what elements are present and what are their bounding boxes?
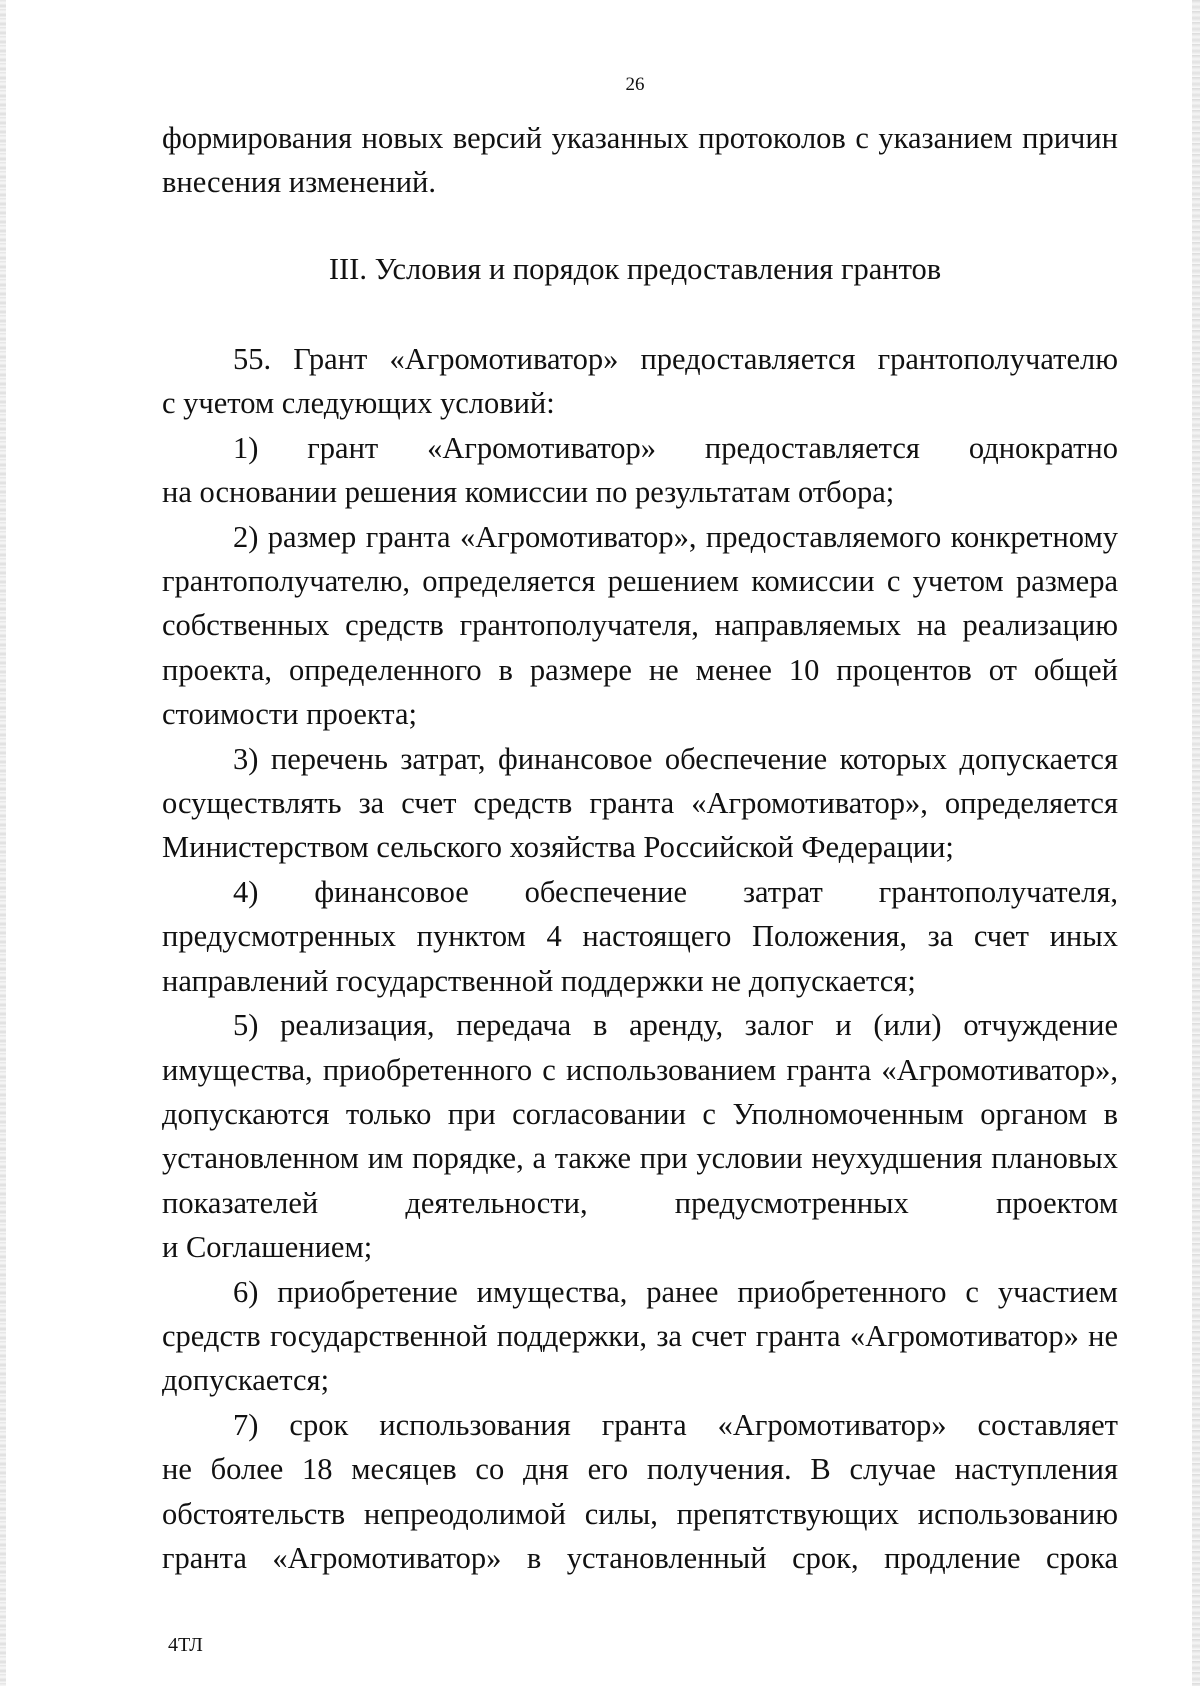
intro-paragraph: формирования новых версий указанных протоколов с указанием причин внесения изменений.: [162, 121, 1118, 200]
condition-item-6: 6) приобретение имущества, ранее приобретенного с участием средств государственной поддержки, за счет гранта «Агромотиватор» не допускается;: [162, 1274, 1118, 1398]
section-body: [162, 337, 1118, 1580]
condition-item-5: [162, 1003, 1118, 1269]
section-heading: III. Условия и порядок предоставления грантов: [328, 252, 942, 286]
footer-code: 4ТЛ: [168, 1634, 203, 1656]
condition-item-2: 2) размер гранта «Агромотиватор», предоставляемого конкретному грантополучателю, определяется решением комиссии с учетом размера собственных средств грантополучателя, направляемых на реализацию проекта, определенного в размере не менее 10 процентов от общей стоимости проекта;: [162, 519, 1118, 732]
condition-item-3: 3) перечень затрат, финансовое обеспечение которых допускается осуществлять за счет средств гранта «Агромотиватор», определяется Министерством сельского хозяйства Российской Федерации;: [162, 741, 1118, 865]
condition-item-1: [162, 426, 1118, 515]
condition-item-4-rest: предусмотренных пунктом 4 настоящего Положения, за счет иных направлений государственной поддержки не допускается;: [162, 919, 1118, 998]
condition-item-7: [162, 1403, 1118, 1581]
condition-item-1-rest: на основании решения комиссии по результатам отбора;: [162, 475, 895, 510]
condition-item-4-first-line: 4) финансовое обеспечение затрат грантополучателя,: [233, 874, 1118, 909]
condition-item-1-first-line: 1) грант «Агромотиватор» предоставляется однократно: [233, 430, 1118, 465]
condition-item-5-main: 5) реализация, передача в аренду, залог и (или) отчуждение имущества, приобретенного с использованием гранта «Агромотиватор», допускаются только при согласовании с Уполномоченным органом в установленном им порядке, а также при условии неухудшения плановых показателей деятельности, предусмотренных проектом: [162, 1008, 1118, 1220]
paragraph-55: [162, 337, 1118, 426]
paragraph-55-first-line: 55. Грант «Агромотиватор» предоставляется грантополучателю: [233, 342, 1118, 376]
condition-item-4: [162, 870, 1118, 1003]
condition-item-7-rest: не более 18 месяцев со дня его получения. В случае наступления обстоятельств непреодолимой силы, препятствующих использованию гранта «Агромотиватор» в установленный срок, продление срока: [162, 1452, 1118, 1575]
page-number: 26: [625, 74, 645, 95]
condition-item-5-last-line: и Соглашением;: [162, 1230, 373, 1265]
condition-item-7-first-line: 7) срок использования гранта «Агромотиватор» составляет: [233, 1407, 1118, 1442]
paragraph-55-rest: с учетом следующих условий:: [162, 386, 555, 421]
intro-block: [162, 116, 1118, 205]
